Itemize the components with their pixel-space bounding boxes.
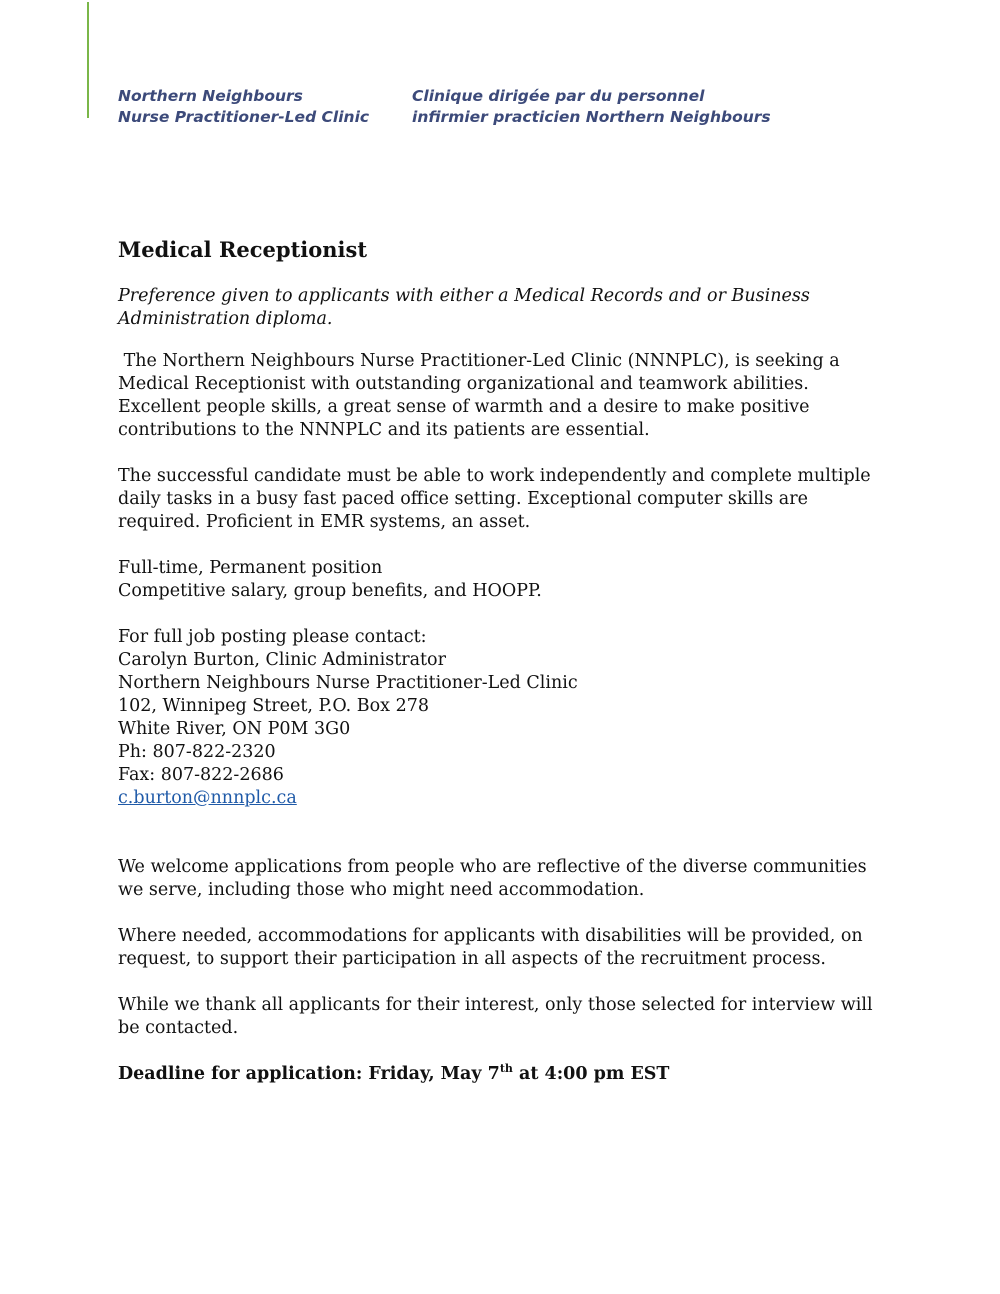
header-accent-rule bbox=[87, 2, 89, 118]
intro-paragraph: The Northern Neighbours Nurse Practitioner-Led Clinic (NNNPLC), is seeking a Medical Receptionist with outstanding organizational and teamwork abilities. Excellent people skills, a great sense of warmth and a desire to make positive contributions to the NNNPLC and its patients are essential. bbox=[118, 351, 846, 440]
contact-org: Northern Neighbours Nurse Practitioner-Led Clinic bbox=[118, 673, 578, 693]
contact-phone: Ph: 807-822-2320 bbox=[118, 742, 276, 762]
diversity-paragraph: We welcome applications from people who are reflective of the diverse communities we serve, including those who might need accommodation. bbox=[118, 857, 867, 900]
accommodation-paragraph: Where needed, accommodations for applicants with disabilities will be provided, on request, to support their participation in all aspects of the recruitment process. bbox=[118, 926, 863, 969]
thanks-paragraph: While we thank all applicants for their interest, only those selected for interview will be contacted. bbox=[118, 995, 873, 1038]
requirements-paragraph: The successful candidate must be able to work independently and complete multiple daily tasks in a busy fast paced office setting. Exceptional computer skills are required. Proficient in EMR systems, an asset. bbox=[118, 466, 871, 532]
clinic-name-french bbox=[412, 86, 771, 128]
position-details bbox=[118, 557, 878, 603]
contact-block bbox=[118, 626, 878, 810]
clinic-name-french-line1: Clinique dirigée par du personnel bbox=[412, 87, 705, 105]
compensation: Competitive salary, group benefits, and HOOPP. bbox=[118, 581, 542, 601]
deadline-time: at 4:00 pm EST bbox=[512, 1064, 670, 1084]
preference-note: Preference given to applicants with either a Medical Records and or Business Administration diploma. bbox=[118, 286, 810, 329]
clinic-name-english-line2: Nurse Practitioner-Led Clinic bbox=[118, 108, 370, 126]
contact-fax: Fax: 807-822-2686 bbox=[118, 765, 284, 785]
position-type: Full-time, Permanent position bbox=[118, 558, 383, 578]
clinic-name-french-line2: infirmier practicien Northern Neighbours bbox=[412, 108, 771, 126]
contact-email-link[interactable]: c.burton@nnnplc.ca bbox=[118, 788, 297, 808]
clinic-name-english bbox=[118, 86, 369, 128]
contact-address-line1: 102, Winnipeg Street, P.O. Box 278 bbox=[118, 696, 429, 716]
job-title: Medical Receptionist bbox=[118, 237, 368, 262]
contact-name: Carolyn Burton, Clinic Administrator bbox=[118, 650, 446, 670]
deadline-ordinal: th bbox=[499, 1062, 513, 1076]
deadline-prefix: Deadline for application: Friday, May 7 bbox=[118, 1064, 500, 1084]
clinic-name-english-line1: Northern Neighbours bbox=[118, 87, 303, 105]
application-deadline bbox=[118, 1063, 878, 1086]
contact-intro: For full job posting please contact: bbox=[118, 627, 427, 647]
contact-address-line2: White River, ON P0M 3G0 bbox=[118, 719, 351, 739]
